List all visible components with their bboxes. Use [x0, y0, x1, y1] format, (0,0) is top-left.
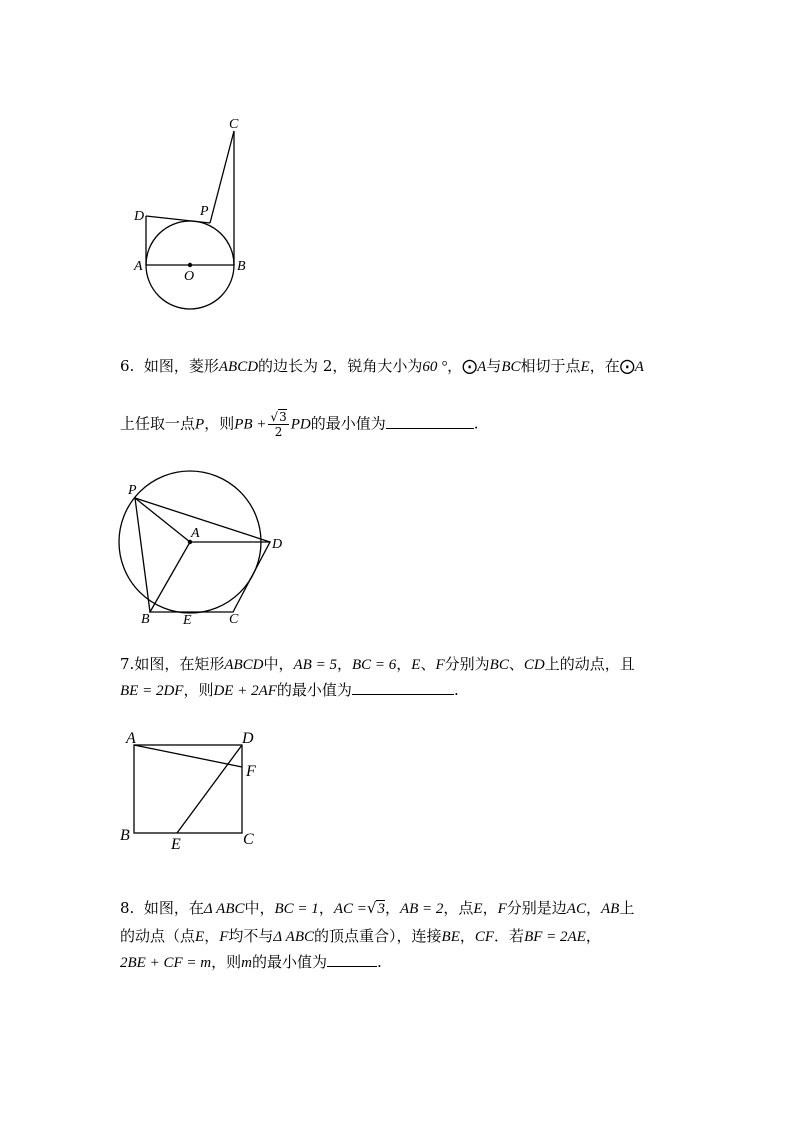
q8-text: 上 — [619, 899, 635, 917]
fraction-sqrt3-over-2: $\frac{√3}{2}$ — [270, 410, 287, 439]
q6-text: 与 — [486, 357, 502, 375]
fraction-numerator: 3 — [279, 410, 287, 424]
q7-math: CD — [523, 657, 545, 673]
q8-math: BF = 2AE — [524, 929, 586, 945]
label-c: C — [229, 117, 239, 132]
q7-text: ，则 — [183, 681, 214, 699]
segment-pa — [135, 498, 190, 542]
label-d: D — [242, 730, 254, 747]
q6-text: . — [473, 414, 479, 433]
q7-math: F — [435, 657, 445, 673]
q8-text: ， — [384, 899, 400, 917]
label-o: O — [184, 269, 195, 284]
q8-text: ，则 — [211, 953, 242, 971]
q6-text: ，在 — [589, 357, 620, 375]
q8-math: BE — [441, 929, 460, 945]
sqrt-radicand: 3 — [377, 901, 385, 917]
label-p: P — [200, 204, 209, 219]
q6-line1 — [120, 356, 644, 377]
label-a: A — [134, 259, 143, 274]
label-c: C — [229, 612, 239, 627]
q7-text: 上的动点，且 — [544, 655, 635, 673]
fraction-denominator: 2 — [274, 425, 283, 439]
figure-q7 — [115, 725, 275, 855]
label-f: F — [246, 763, 256, 780]
q6-text: 上任取一点 — [120, 414, 196, 433]
q6-math: E — [580, 359, 590, 375]
q6-text: 的边长为 2，锐角大小为 — [258, 357, 423, 375]
rectangle-abcd — [134, 745, 242, 833]
q8-math: 2BE + CF = m — [120, 955, 212, 971]
answer-blank[interactable] — [352, 680, 454, 695]
sqrt-3: √3 — [366, 899, 385, 917]
label-b: B — [141, 612, 150, 627]
q8-text: ， — [585, 899, 601, 917]
q8-math: AB — [600, 901, 620, 917]
q8-text: 的动点（点 — [120, 927, 196, 945]
label-d: D — [134, 209, 145, 224]
q8-text: ， — [459, 927, 475, 945]
q8-line2 — [120, 926, 601, 947]
rhombus-abcd — [150, 542, 270, 612]
q7-line1 — [120, 654, 635, 675]
q6-text: 的最小值为 — [310, 414, 386, 433]
q6-math: P — [195, 416, 205, 433]
q8-math: Δ ABC — [273, 929, 315, 945]
q8-math: E — [195, 929, 205, 945]
q8-text: 的最小值为 — [251, 953, 327, 971]
q7-text: 分别为 — [444, 655, 490, 673]
q8-math: AC = — [333, 901, 367, 917]
q7-text: ， — [396, 655, 412, 673]
q6-math: A — [634, 359, 644, 375]
label-b: B — [237, 259, 246, 274]
q8-text: 中， — [244, 899, 275, 917]
q8-text: ， — [482, 899, 498, 917]
q7-number: 7. — [120, 655, 135, 673]
q6-math: A — [477, 359, 487, 375]
q8-text: . — [376, 953, 382, 971]
q8-text: 的顶点重合），连接 — [314, 927, 442, 945]
circle-dot-icon: ⨀ — [619, 357, 635, 375]
q7-text: 、 — [508, 655, 524, 673]
q6-text: ， — [447, 357, 463, 375]
q7-line2 — [120, 680, 459, 701]
q8-math: m — [241, 955, 252, 971]
q6-text: 如图，菱形 — [143, 357, 219, 375]
q6-math: BC — [501, 359, 521, 375]
q7-math: BC = 6 — [351, 657, 397, 673]
q6-math: ABCD — [218, 359, 259, 375]
circle-dot-icon: ⨀ — [462, 357, 478, 375]
label-a: A — [191, 526, 200, 541]
q8-text: ， — [318, 899, 334, 917]
q8-math: CF — [474, 929, 495, 945]
q8-text: 如图，在 — [143, 899, 204, 917]
q8-number: 8. — [120, 899, 135, 917]
label-p: P — [128, 483, 137, 498]
q8-text: 分别是边 — [506, 899, 567, 917]
label-e: E — [183, 613, 192, 628]
q8-math: Δ ABC — [203, 901, 245, 917]
q8-math: E — [473, 901, 483, 917]
q8-line3 — [120, 952, 382, 973]
segment-pc — [210, 131, 234, 223]
q7-text: 中， — [263, 655, 294, 673]
label-d: D — [272, 537, 283, 552]
q7-math: E — [411, 657, 421, 673]
q7-math: BC — [489, 657, 509, 673]
label-b: B — [120, 827, 130, 844]
q6-text: 相切于点 — [520, 357, 581, 375]
q8-text: ．若 — [494, 927, 525, 945]
q8-text: ， — [204, 927, 220, 945]
figure-q5 — [120, 110, 270, 285]
q7-text: ， — [336, 655, 352, 673]
label-c: C — [243, 831, 254, 848]
q8-math: BC = 1 — [274, 901, 319, 917]
q7-math: BE = 2DF — [120, 683, 184, 699]
q8-text: ， — [585, 927, 601, 945]
answer-blank[interactable] — [386, 414, 474, 429]
q8-math: F — [497, 901, 507, 917]
q6-line2 — [120, 410, 479, 439]
q6-math: 60 ° — [422, 359, 448, 375]
q6-text: ，则 — [204, 414, 235, 433]
q8-math: AC — [566, 901, 586, 917]
q8-line1 — [120, 898, 634, 919]
label-a: A — [126, 730, 136, 747]
q7-text: 的最小值为 — [276, 681, 352, 699]
q6-math: PD — [290, 416, 311, 433]
segment-de — [177, 745, 242, 833]
q7-math: AB = 5 — [293, 657, 337, 673]
center-point-o — [188, 263, 192, 267]
q7-text: 、 — [420, 655, 436, 673]
q7-math: ABCD — [224, 657, 264, 673]
q6-math: PB + — [234, 416, 267, 433]
answer-blank[interactable] — [327, 952, 377, 967]
figure-q6 — [115, 470, 295, 630]
q7-text: 如图，在矩形 — [134, 655, 225, 673]
segment-af — [134, 745, 242, 767]
label-e: E — [171, 836, 181, 853]
q8-math: AB = 2 — [399, 901, 444, 917]
q7-text: . — [453, 681, 459, 699]
q8-text: ，点 — [443, 899, 474, 917]
q6-number: 6. — [120, 357, 135, 375]
q8-text: 均不与 — [228, 927, 274, 945]
q7-math: DE + 2AF — [213, 683, 277, 699]
q8-math: F — [219, 929, 229, 945]
